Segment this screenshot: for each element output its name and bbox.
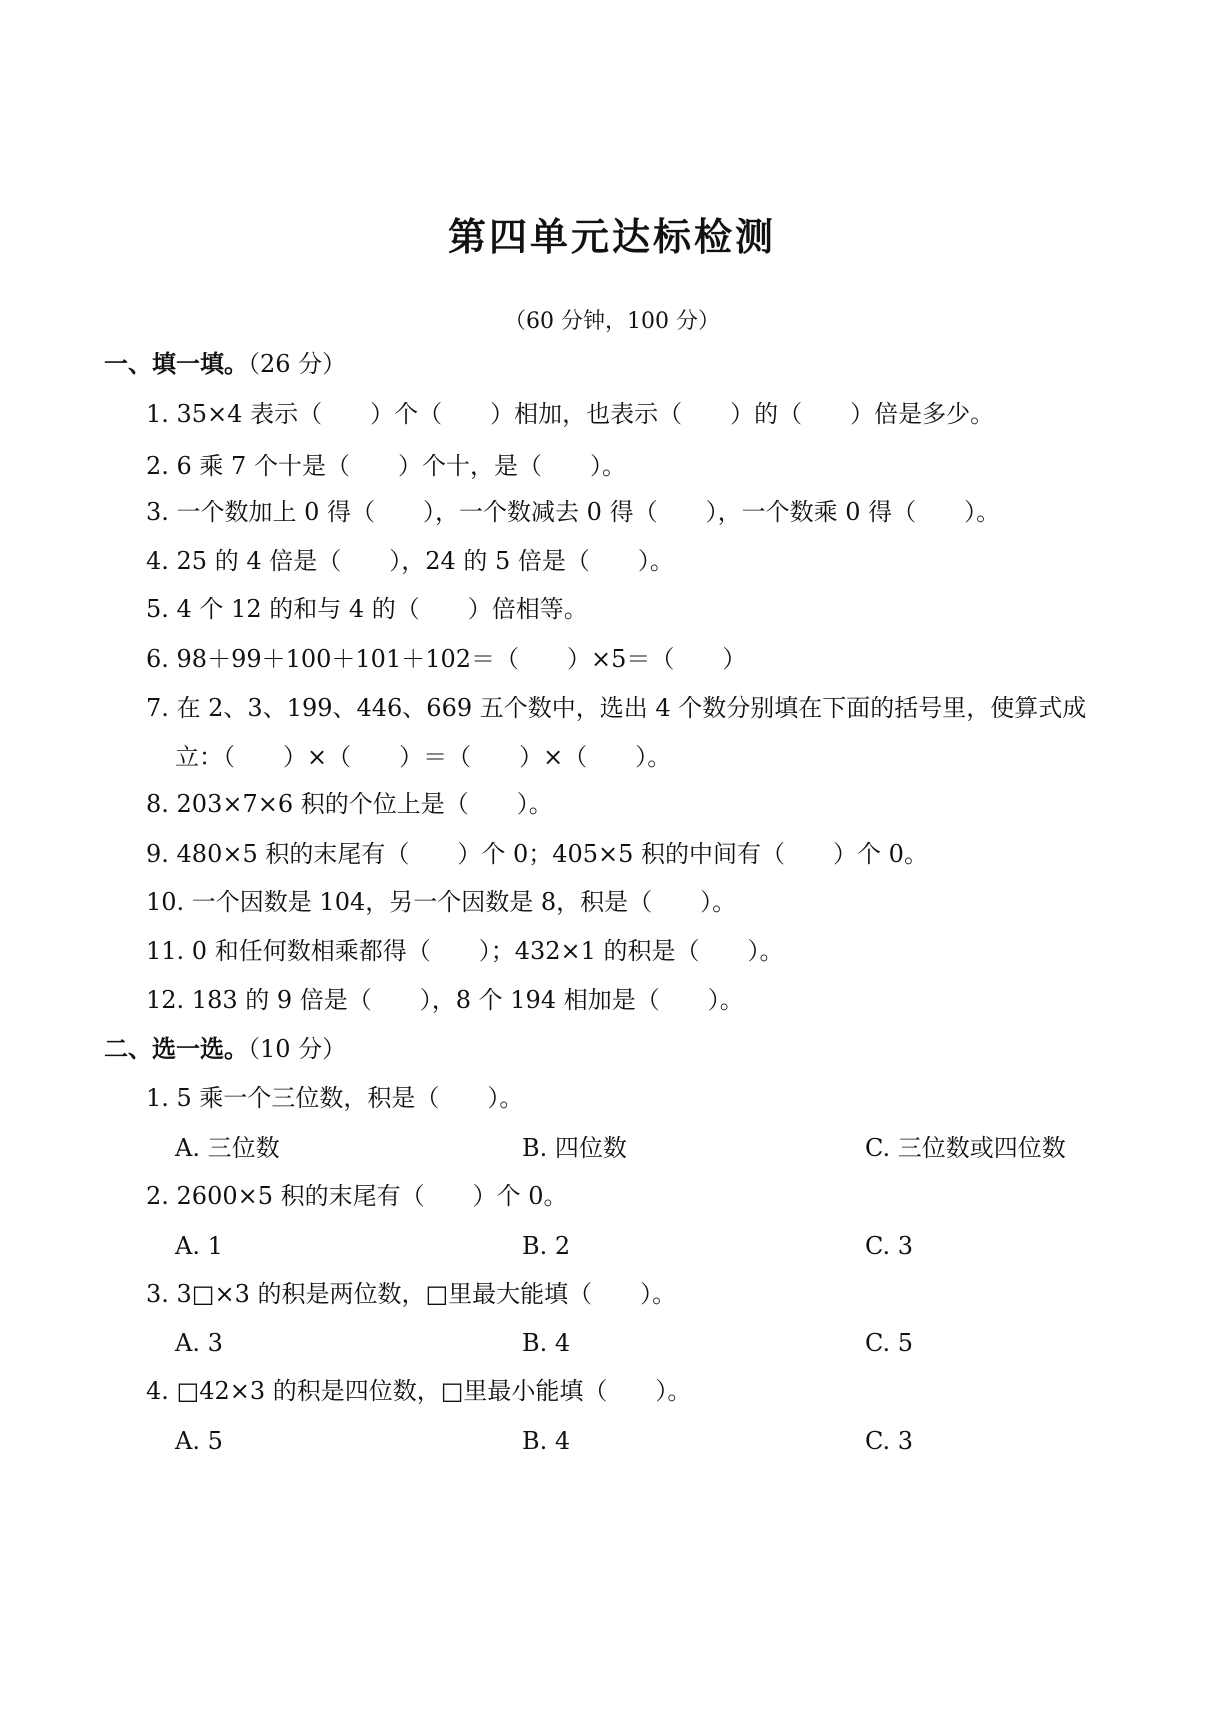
- choice-question-4: 4. □42×3 的积是四位数，□里最小能填（ ）。: [146, 1377, 692, 1405]
- time-and-score: （60 分钟，100 分）: [504, 309, 720, 334]
- section-1-title: 一、填一填。: [104, 350, 248, 378]
- fill-question-6: 6. 98＋99＋100＋101＋102＝（ ）×5＝（ ）: [146, 645, 747, 673]
- fill-question-4: 4. 25 的 4 倍是（ ），24 的 5 倍是（ ）。: [146, 547, 674, 575]
- choice-4-option-b: B. 4: [522, 1427, 571, 1455]
- section-1-heading: [104, 347, 346, 381]
- choice-2-option-c: C. 3: [865, 1232, 914, 1260]
- choice-4-option-a: A. 5: [175, 1427, 223, 1455]
- choice-1-option-a: A. 三位数: [175, 1134, 280, 1162]
- choice-question-2: 2. 2600×5 积的末尾有（ ）个 0。: [146, 1182, 568, 1210]
- section-1-score: （26 分）: [248, 350, 347, 378]
- section-2-heading: [104, 1032, 346, 1066]
- page-title: 第四单元达标检测: [447, 215, 776, 259]
- fill-question-5: 5. 4 个 12 的和与 4 的（ ）倍相等。: [146, 595, 588, 623]
- choice-4-option-c: C. 3: [865, 1427, 914, 1455]
- choice-question-3: 3. 3□×3 的积是两位数，□里最大能填（ ）。: [146, 1280, 677, 1308]
- fill-question-11: 11. 0 和任何数相乘都得（ ）；432×1 的积是（ ）。: [146, 937, 784, 965]
- section-2-score: （10 分）: [248, 1035, 347, 1063]
- fill-question-7-continuation: 立：（ ）×（ ）＝（ ）×（ ）。: [175, 743, 672, 771]
- choice-1-option-b: B. 四位数: [522, 1134, 627, 1162]
- fill-question-1: 1. 35×4 表示（ ）个（ ）相加，也表示（ ）的（ ）倍是多少。: [146, 400, 995, 428]
- fill-question-9: 9. 480×5 积的末尾有（ ）个 0；405×5 积的中间有（ ）个 0。: [146, 840, 928, 868]
- choice-3-option-b: B. 4: [522, 1329, 571, 1357]
- choice-3-option-a: A. 3: [175, 1329, 223, 1357]
- choice-question-1: 1. 5 乘一个三位数，积是（ ）。: [146, 1084, 524, 1112]
- fill-question-8: 8. 203×7×6 积的个位上是（ ）。: [146, 790, 553, 818]
- choice-2-option-a: A. 1: [175, 1232, 223, 1260]
- section-2-title: 二、选一选。: [104, 1035, 248, 1063]
- fill-question-12: 12. 183 的 9 倍是（ ），8 个 194 相加是（ ）。: [146, 986, 744, 1014]
- fill-question-10: 10. 一个因数是 104，另一个因数是 8，积是（ ）。: [146, 888, 737, 916]
- fill-question-3: 3. 一个数加上 0 得（ ），一个数减去 0 得（ ），一个数乘 0 得（ ）。: [146, 498, 1001, 526]
- fill-question-2: 2. 6 乘 7 个十是（ ）个十，是（ ）。: [146, 452, 626, 480]
- fill-question-7: 7. 在 2、3、199、446、669 五个数中，选出 4 个数分别填在下面的括号里，使算式成: [146, 694, 1087, 722]
- choice-1-option-c: C. 三位数或四位数: [865, 1134, 1066, 1162]
- choice-3-option-c: C. 5: [865, 1329, 914, 1357]
- choice-2-option-b: B. 2: [522, 1232, 571, 1260]
